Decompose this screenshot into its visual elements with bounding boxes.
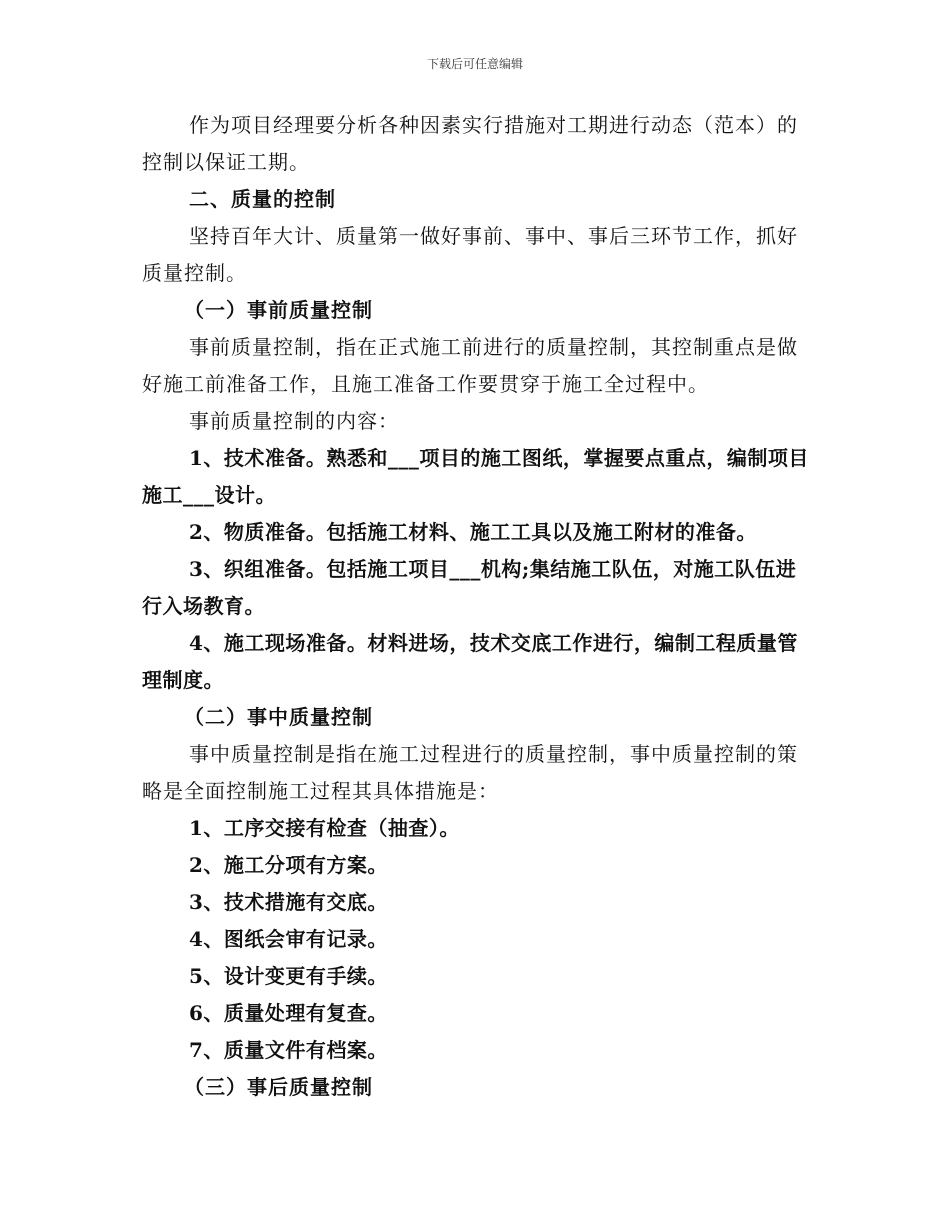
list-item-quality-recheck: 6、质量处理有复查。: [189, 1001, 388, 1025]
paragraph-schedule-control: 作为项目经理要分析各种因素实行措施对工期进行动态（范本）的控制以保证工期。: [142, 113, 798, 174]
list-item-quality-archive: 7、质量文件有档案。: [189, 1038, 388, 1062]
section-heading-quality-control: 二、质量的控制: [189, 187, 336, 211]
list-item-process-handover: 1、工序交接有检查（抽查）。: [189, 816, 460, 840]
list-item-drawing-review: 4、图纸会审有记录。: [189, 927, 388, 951]
list-item-plan: 2、施工分项有方案。: [189, 853, 388, 877]
paragraph-quality-principle: 坚持百年大计、质量第一做好事前、事中、事后三环节工作，抓好质量控制。: [142, 224, 798, 285]
list-item-design-change: 5、设计变更有手续。: [189, 964, 388, 988]
document-body: [142, 107, 812, 1106]
list-item-briefing: 3、技术措施有交底。: [189, 890, 388, 914]
page-header: 下载后可任意编辑: [426, 57, 523, 71]
list-item-technical-prep: 1、技术准备。熟悉和___项目的施工图纸，掌握要点重点，编制项目施工___设计。: [142, 446, 809, 507]
subheading-in-process-control: （二）事中质量控制: [184, 705, 373, 729]
subheading-post-control: （三）事后质量控制: [184, 1075, 373, 1099]
list-item-material-prep: 2、物质准备。包括施工材料、施工工具以及施工附材的准备。: [189, 520, 757, 544]
paragraph-in-process-definition: 事中质量控制是指在施工过程进行的质量控制，事中质量控制的策略是全面控制施工过程其具体措施是：: [142, 742, 798, 803]
subheading-pre-control: （一）事前质量控制: [184, 298, 373, 322]
list-item-organization-prep: 3、织组准备。包括施工项目___机构;集结施工队伍，对施工队伍进行入场教育。: [142, 557, 797, 618]
paragraph-pre-control-contents: 事前质量控制的内容：: [189, 409, 399, 433]
list-item-site-prep: 4、施工现场准备。材料进场，技术交底工作进行，编制工程质量管理制度。: [142, 631, 798, 692]
paragraph-pre-control-definition: 事前质量控制，指在正式施工前进行的质量控制，其控制重点是做好施工前准备工作，且施工准备工作要贯穿于施工全过程中。: [142, 335, 798, 396]
